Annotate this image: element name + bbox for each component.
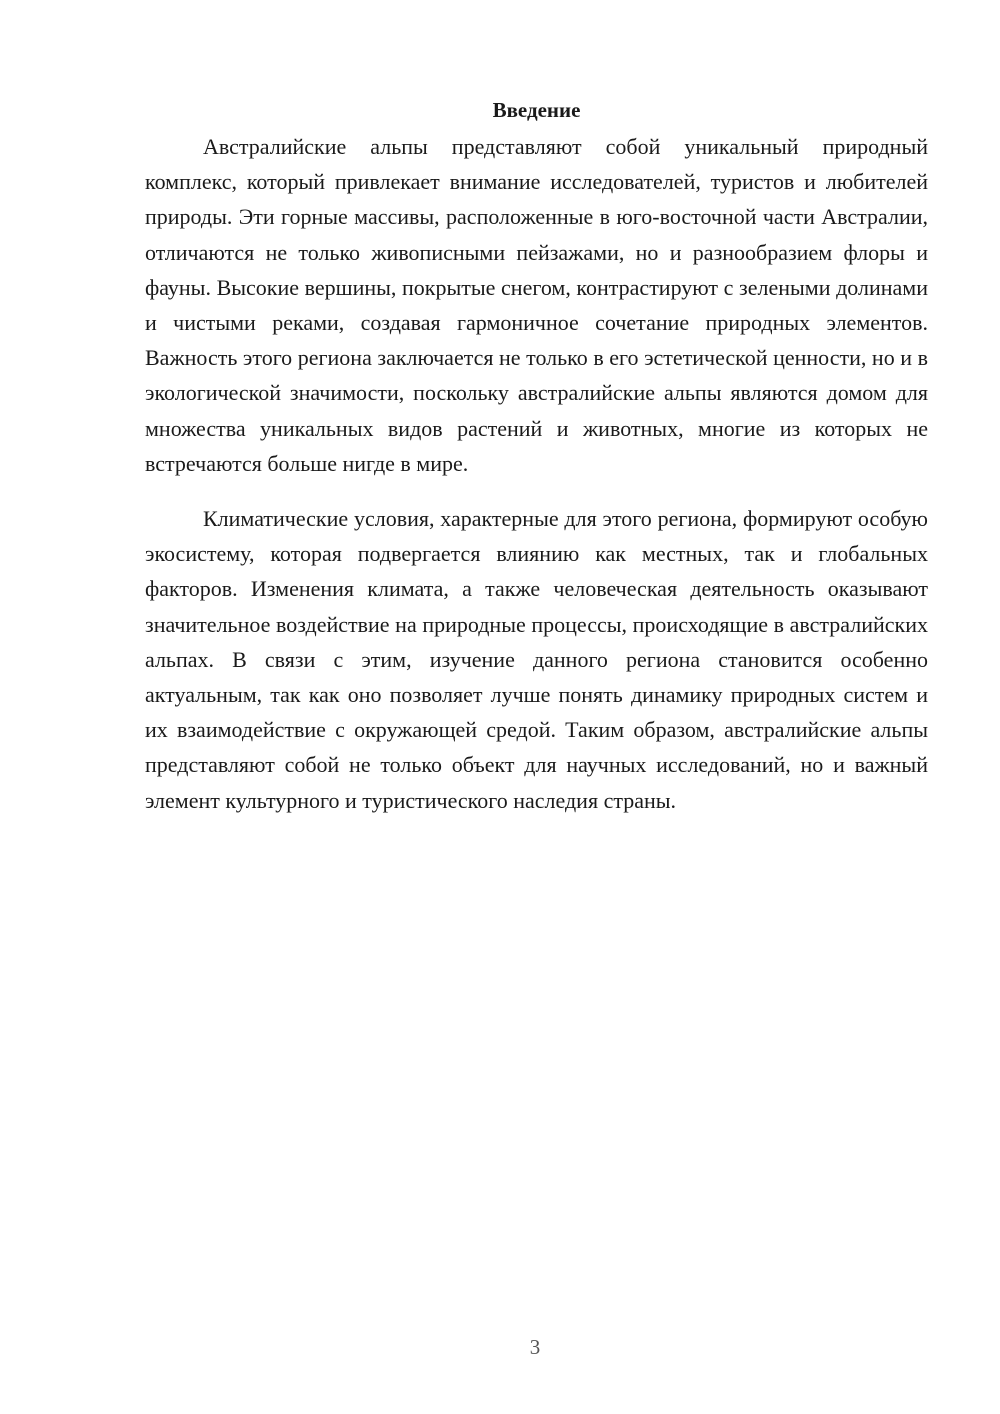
paragraph-1: Австралийские альпы представляют собой уникальный природный комплекс, который привлекает внимание исследователей, туристов и любителей природы. Эти горные массивы, расположенные в юго-восточной части Австралии, отличаются не только живописными пейзажами, но и разнообразием флоры и фауны. Высокие вершины, покрытые снегом, контрастируют с зелеными долинами и чистыми реками, создавая гармоничное сочетание природных элементов. Важность этого региона заключается не только в его эстетической ценности, но и в экологической значимости, поскольку австралийские альпы являются домом для множества уникальных видов растений и животных, многие из которых не встречаются больше нигде в мире.	[145, 134, 928, 476]
paragraph-2: Климатические условия, характерные для этого региона, формируют особую экосистему, которая подвергается влиянию как местных, так и глобальных факторов. Изменения климата, а также человеческая деятельность оказывают значительное воздействие на природные процессы, происходящие в австралийских альпах. В связи с этим, изучение данного региона становится особенно актуальным, так как оно позволяет лучше понять динамику природных систем и их взаимодействие с окружающей средой. Таким образом, австралийские альпы представляют собой не только объект для научных исследований, но и важный элемент культурного и туристического наследия страны.	[145, 506, 928, 813]
page-content	[145, 95, 928, 818]
section-heading: Введение	[492, 98, 581, 122]
page-number: 3	[529, 1335, 541, 1359]
